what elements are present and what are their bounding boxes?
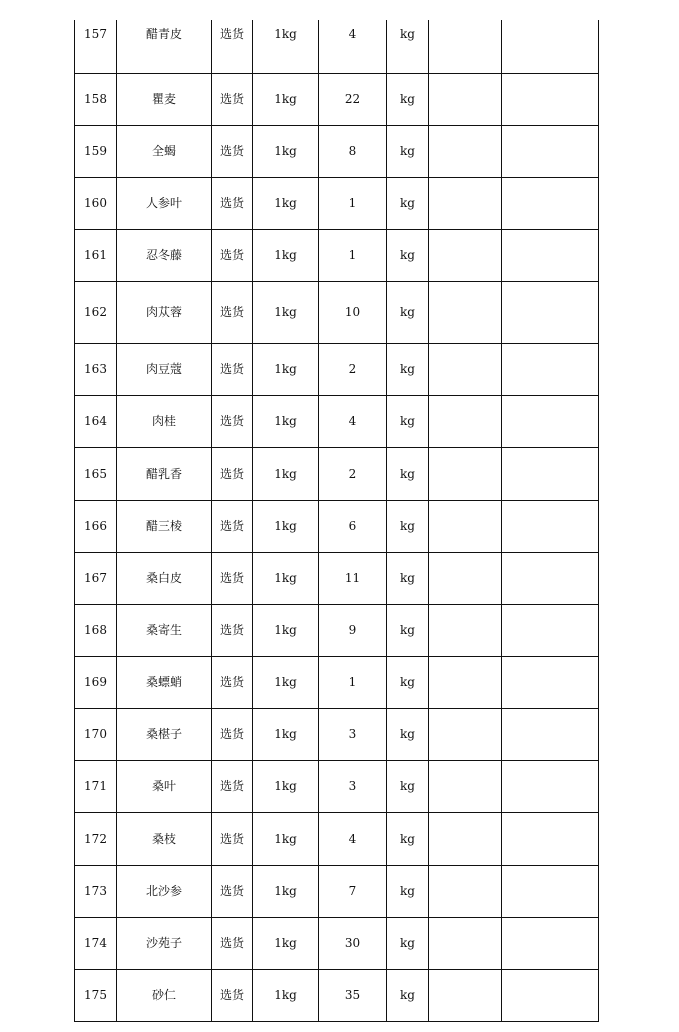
cell-quantity: 8: [319, 125, 387, 177]
cell-item-name: 肉苁蓉: [117, 281, 212, 343]
cell-blank-a: [429, 708, 502, 760]
cell-item-name: 醋青皮: [117, 20, 212, 73]
cell-quantity: 7: [319, 865, 387, 917]
cell-blank-a: [429, 343, 502, 395]
cell-spec: 1kg: [253, 281, 319, 343]
cell-quantity: 2: [319, 447, 387, 500]
cell-blank-b: [502, 281, 599, 343]
cell-quantity: 11: [319, 552, 387, 604]
table-row: [75, 343, 599, 395]
cell-grade: 选货: [212, 343, 253, 395]
cell-blank-b: [502, 229, 599, 281]
cell-spec: 1kg: [253, 177, 319, 229]
cell-grade: 选货: [212, 281, 253, 343]
cell-blank-a: [429, 500, 502, 552]
cell-grade: 选货: [212, 73, 253, 125]
cell-item-name: 桑白皮: [117, 552, 212, 604]
cell-unit: kg: [387, 281, 429, 343]
cell-spec: 1kg: [253, 395, 319, 447]
cell-unit: kg: [387, 708, 429, 760]
cell-number: 164: [75, 395, 117, 447]
cell-item-name: 全蝎: [117, 125, 212, 177]
cell-number: 167: [75, 552, 117, 604]
cell-blank-a: [429, 969, 502, 1021]
cell-blank-b: [502, 656, 599, 708]
cell-item-name: 肉豆蔻: [117, 343, 212, 395]
cell-unit: kg: [387, 125, 429, 177]
table-body: [75, 20, 599, 1021]
cell-blank-a: [429, 604, 502, 656]
cell-unit: kg: [387, 656, 429, 708]
cell-item-name: 瞿麦: [117, 73, 212, 125]
cell-spec: 1kg: [253, 917, 319, 969]
cell-grade: 选货: [212, 229, 253, 281]
cell-grade: 选货: [212, 447, 253, 500]
document-page: [74, 20, 598, 1024]
cell-number: 168: [75, 604, 117, 656]
cell-blank-b: [502, 343, 599, 395]
table-row: [75, 812, 599, 865]
cell-unit: kg: [387, 20, 429, 73]
cell-number: 160: [75, 177, 117, 229]
table-row: [75, 969, 599, 1021]
cell-grade: 选货: [212, 395, 253, 447]
cell-item-name: 醋乳香: [117, 447, 212, 500]
cell-blank-a: [429, 447, 502, 500]
table-row: [75, 177, 599, 229]
cell-quantity: 4: [319, 812, 387, 865]
table-row: [75, 281, 599, 343]
cell-blank-b: [502, 20, 599, 73]
cell-number: 171: [75, 760, 117, 812]
cell-quantity: 1: [319, 229, 387, 281]
cell-item-name: 桑螵蛸: [117, 656, 212, 708]
cell-blank-b: [502, 125, 599, 177]
cell-number: 172: [75, 812, 117, 865]
cell-blank-b: [502, 760, 599, 812]
table-row: [75, 865, 599, 917]
cell-item-name: 肉桂: [117, 395, 212, 447]
cell-item-name: 人参叶: [117, 177, 212, 229]
cell-grade: 选货: [212, 812, 253, 865]
cell-item-name: 桑枝: [117, 812, 212, 865]
cell-grade: 选货: [212, 865, 253, 917]
cell-number: 170: [75, 708, 117, 760]
cell-unit: kg: [387, 395, 429, 447]
cell-quantity: 3: [319, 760, 387, 812]
cell-spec: 1kg: [253, 865, 319, 917]
cell-grade: 选货: [212, 125, 253, 177]
cell-blank-a: [429, 73, 502, 125]
cell-blank-b: [502, 395, 599, 447]
cell-item-name: 桑寄生: [117, 604, 212, 656]
cell-grade: 选货: [212, 552, 253, 604]
cell-number: 166: [75, 500, 117, 552]
cell-number: 165: [75, 447, 117, 500]
table-row: [75, 229, 599, 281]
cell-grade: 选货: [212, 969, 253, 1021]
cell-grade: 选货: [212, 917, 253, 969]
cell-spec: 1kg: [253, 604, 319, 656]
cell-blank-b: [502, 177, 599, 229]
cell-item-name: 桑叶: [117, 760, 212, 812]
cell-quantity: 3: [319, 708, 387, 760]
cell-grade: 选货: [212, 500, 253, 552]
cell-grade: 选货: [212, 20, 253, 73]
cell-quantity: 4: [319, 395, 387, 447]
cell-grade: 选货: [212, 177, 253, 229]
table-row: [75, 552, 599, 604]
cell-spec: 1kg: [253, 73, 319, 125]
cell-blank-b: [502, 865, 599, 917]
cell-item-name: 砂仁: [117, 969, 212, 1021]
cell-grade: 选货: [212, 760, 253, 812]
cell-item-name: 醋三棱: [117, 500, 212, 552]
cell-spec: 1kg: [253, 343, 319, 395]
cell-blank-b: [502, 552, 599, 604]
cell-quantity: 9: [319, 604, 387, 656]
cell-number: 158: [75, 73, 117, 125]
cell-blank-a: [429, 281, 502, 343]
cell-blank-a: [429, 20, 502, 73]
cell-quantity: 2: [319, 343, 387, 395]
cell-quantity: 10: [319, 281, 387, 343]
cell-number: 173: [75, 865, 117, 917]
cell-quantity: 6: [319, 500, 387, 552]
cell-blank-a: [429, 395, 502, 447]
cell-blank-b: [502, 500, 599, 552]
cell-blank-a: [429, 552, 502, 604]
cell-grade: 选货: [212, 708, 253, 760]
cell-spec: 1kg: [253, 229, 319, 281]
table-row: [75, 73, 599, 125]
cell-number: 169: [75, 656, 117, 708]
cell-unit: kg: [387, 343, 429, 395]
table-row: [75, 708, 599, 760]
cell-number: 163: [75, 343, 117, 395]
cell-number: 157: [75, 20, 117, 73]
table-row: [75, 447, 599, 500]
cell-spec: 1kg: [253, 812, 319, 865]
cell-grade: 选货: [212, 604, 253, 656]
cell-number: 161: [75, 229, 117, 281]
cell-number: 175: [75, 969, 117, 1021]
cell-item-name: 忍冬藤: [117, 229, 212, 281]
table-row: [75, 500, 599, 552]
cell-unit: kg: [387, 969, 429, 1021]
cell-unit: kg: [387, 229, 429, 281]
cell-blank-b: [502, 73, 599, 125]
cell-blank-a: [429, 760, 502, 812]
cell-spec: 1kg: [253, 125, 319, 177]
cell-unit: kg: [387, 552, 429, 604]
cell-quantity: 22: [319, 73, 387, 125]
cell-blank-b: [502, 604, 599, 656]
cell-unit: kg: [387, 865, 429, 917]
cell-number: 159: [75, 125, 117, 177]
cell-unit: kg: [387, 760, 429, 812]
cell-quantity: 1: [319, 177, 387, 229]
cell-quantity: 4: [319, 20, 387, 73]
table-row: [75, 760, 599, 812]
cell-blank-a: [429, 917, 502, 969]
cell-quantity: 30: [319, 917, 387, 969]
cell-unit: kg: [387, 812, 429, 865]
cell-blank-b: [502, 917, 599, 969]
cell-spec: 1kg: [253, 447, 319, 500]
cell-blank-a: [429, 812, 502, 865]
table-row: [75, 395, 599, 447]
cell-blank-a: [429, 865, 502, 917]
table-row: [75, 20, 599, 73]
cell-quantity: 1: [319, 656, 387, 708]
cell-spec: 1kg: [253, 969, 319, 1021]
herb-inventory-table: [74, 20, 599, 1022]
cell-unit: kg: [387, 917, 429, 969]
cell-item-name: 桑椹子: [117, 708, 212, 760]
table-row: [75, 917, 599, 969]
table-row: [75, 125, 599, 177]
cell-spec: 1kg: [253, 20, 319, 73]
table-row: [75, 656, 599, 708]
cell-spec: 1kg: [253, 656, 319, 708]
cell-unit: kg: [387, 73, 429, 125]
cell-blank-b: [502, 447, 599, 500]
cell-blank-a: [429, 125, 502, 177]
cell-spec: 1kg: [253, 760, 319, 812]
cell-unit: kg: [387, 447, 429, 500]
cell-quantity: 35: [319, 969, 387, 1021]
cell-blank-a: [429, 229, 502, 281]
cell-unit: kg: [387, 604, 429, 656]
cell-item-name: 北沙参: [117, 865, 212, 917]
cell-blank-a: [429, 656, 502, 708]
cell-blank-a: [429, 177, 502, 229]
cell-blank-b: [502, 708, 599, 760]
cell-blank-b: [502, 812, 599, 865]
cell-spec: 1kg: [253, 552, 319, 604]
cell-spec: 1kg: [253, 708, 319, 760]
cell-unit: kg: [387, 177, 429, 229]
cell-grade: 选货: [212, 656, 253, 708]
cell-number: 162: [75, 281, 117, 343]
cell-unit: kg: [387, 500, 429, 552]
cell-blank-b: [502, 969, 599, 1021]
cell-number: 174: [75, 917, 117, 969]
cell-spec: 1kg: [253, 500, 319, 552]
cell-item-name: 沙苑子: [117, 917, 212, 969]
table-row: [75, 604, 599, 656]
